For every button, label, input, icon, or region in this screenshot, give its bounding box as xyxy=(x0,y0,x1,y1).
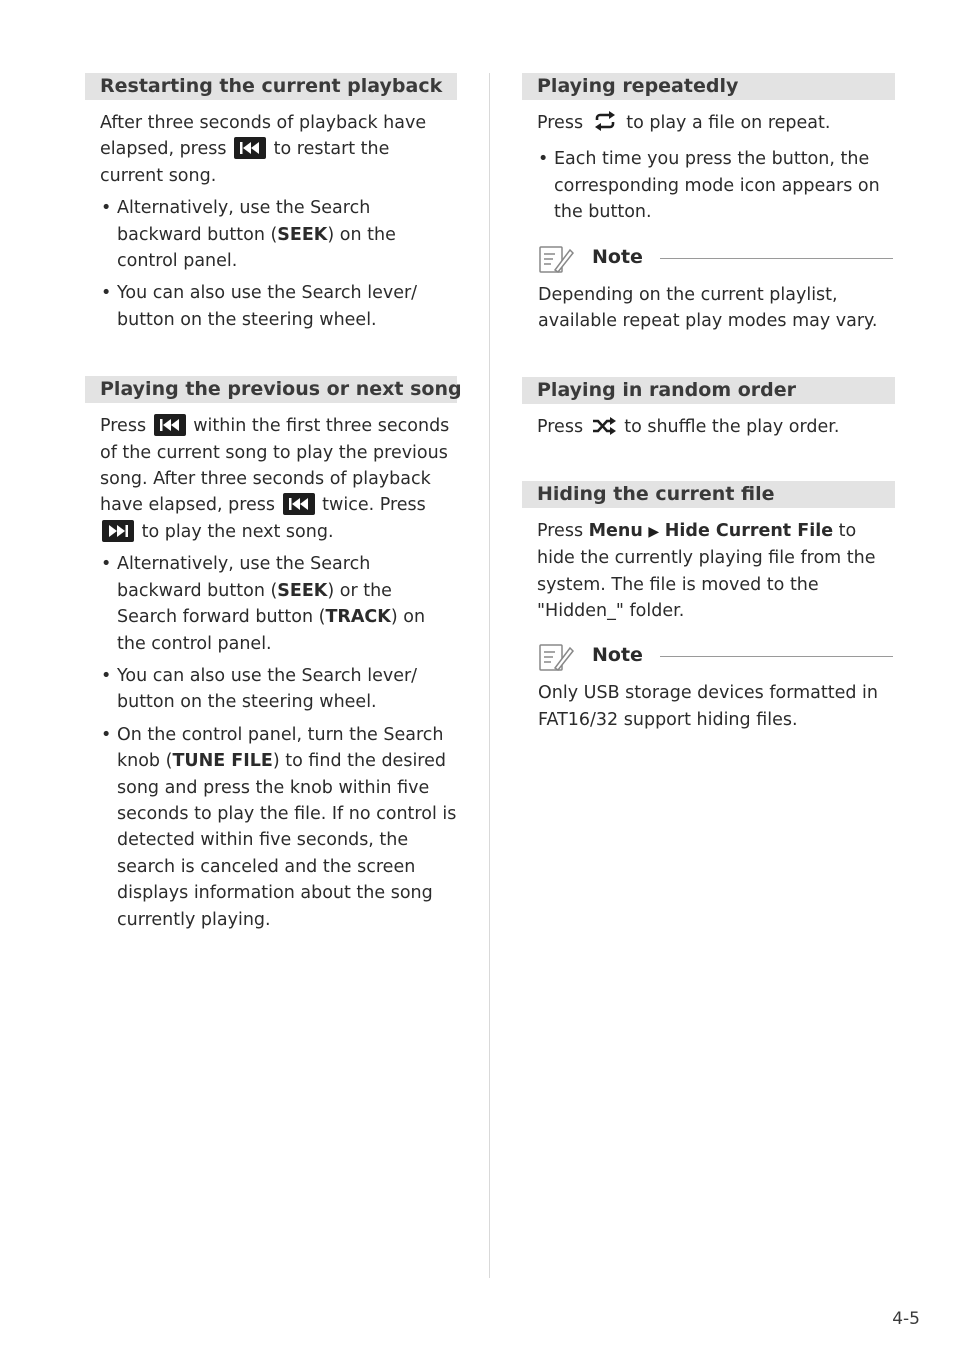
note-text: Only USB storage devices formatted in FAT16/32 support hiding files. xyxy=(538,683,878,730)
arrow-icon: ▶ xyxy=(648,523,660,540)
paragraph: Press Menu ▶ Hide Current File to hide the currently playing file from the system. The file is moved to the "Hidden_" folder. xyxy=(537,520,876,622)
text: to restart the current song. xyxy=(100,139,390,186)
paragraph: Press to shuffle the play order. xyxy=(537,414,895,444)
skip-previous-icon xyxy=(154,414,186,436)
right-column xyxy=(522,73,895,733)
section-body xyxy=(85,110,457,333)
seek-button-label: SEEK xyxy=(277,224,328,245)
list-item: • You can also use the Search lever/ button on the steering wheel. xyxy=(100,280,457,333)
note-header xyxy=(522,638,895,678)
section-random xyxy=(522,377,895,444)
track-button-label: TRACK xyxy=(325,607,391,628)
paragraph: Press to play a file on repeat. xyxy=(537,110,895,140)
list-item: • Each time you press the button, the corresponding mode icon appears on the button. xyxy=(537,146,895,225)
text: After three seconds of playback have elapsed, press xyxy=(100,113,427,160)
paragraph xyxy=(100,110,457,189)
note-divider xyxy=(660,258,893,259)
bullet-list xyxy=(537,146,895,225)
note-pencil-icon xyxy=(538,244,574,280)
section-restart xyxy=(85,73,457,333)
shuffle-icon xyxy=(591,416,617,444)
note-label: Note xyxy=(592,644,643,667)
left-column xyxy=(85,73,462,939)
list-item: • Alternatively, use the Search backward button (SEEK) on the control panel. xyxy=(100,195,457,274)
note-text: Depending on the current playlist, available repeat play modes may vary. xyxy=(538,284,878,332)
section-heading: Hiding the current file xyxy=(522,481,895,508)
list-item: • Alternatively, use the Search backward button (SEEK) or the Search forward button (TRACK) on the control panel. xyxy=(100,551,457,657)
section-heading: Restarting the current playback xyxy=(85,73,457,100)
section-prev-next xyxy=(85,376,462,933)
section-heading: Playing in random order xyxy=(522,377,895,404)
note-pencil-icon xyxy=(538,642,574,678)
skip-previous-icon xyxy=(234,137,266,159)
note-divider xyxy=(660,656,893,657)
section-body xyxy=(85,413,457,933)
page-number: 4-5 xyxy=(892,1309,920,1329)
tune-file-knob-label: TUNE FILE xyxy=(172,751,273,772)
menu-label: Menu xyxy=(588,520,643,541)
list-item: • On the control panel, turn the Search knob (TUNE FILE) to find the desired song and press the knob within five seconds to play the file. If no control is detected within five seconds, the search is canceled and the screen displays information about the song currently playing. xyxy=(100,722,457,933)
section-heading: Playing the previous or next song xyxy=(85,376,457,403)
section-heading: Playing repeatedly xyxy=(522,73,895,100)
section-repeat xyxy=(522,73,895,334)
section-hide xyxy=(522,481,895,733)
bullet-list xyxy=(100,551,457,933)
note-label: Note xyxy=(592,245,643,268)
bullet-list xyxy=(100,195,457,333)
skip-previous-icon xyxy=(283,493,315,515)
note-header xyxy=(522,240,895,280)
paragraph: Press within the first three seconds of the current song to play the previous song. After three seconds of playback have elapsed, press twice. Press to play the next song. xyxy=(100,416,450,542)
seek-button-label: SEEK xyxy=(277,580,328,601)
hide-current-file-label: Hide Current File xyxy=(664,520,834,541)
section-body xyxy=(522,414,895,444)
list-item: • You can also use the Search lever/ button on the steering wheel. xyxy=(100,663,457,716)
column-divider xyxy=(489,73,490,1278)
repeat-icon xyxy=(591,110,619,140)
skip-next-icon xyxy=(102,520,134,542)
section-body xyxy=(522,518,895,625)
section-body xyxy=(522,110,895,226)
